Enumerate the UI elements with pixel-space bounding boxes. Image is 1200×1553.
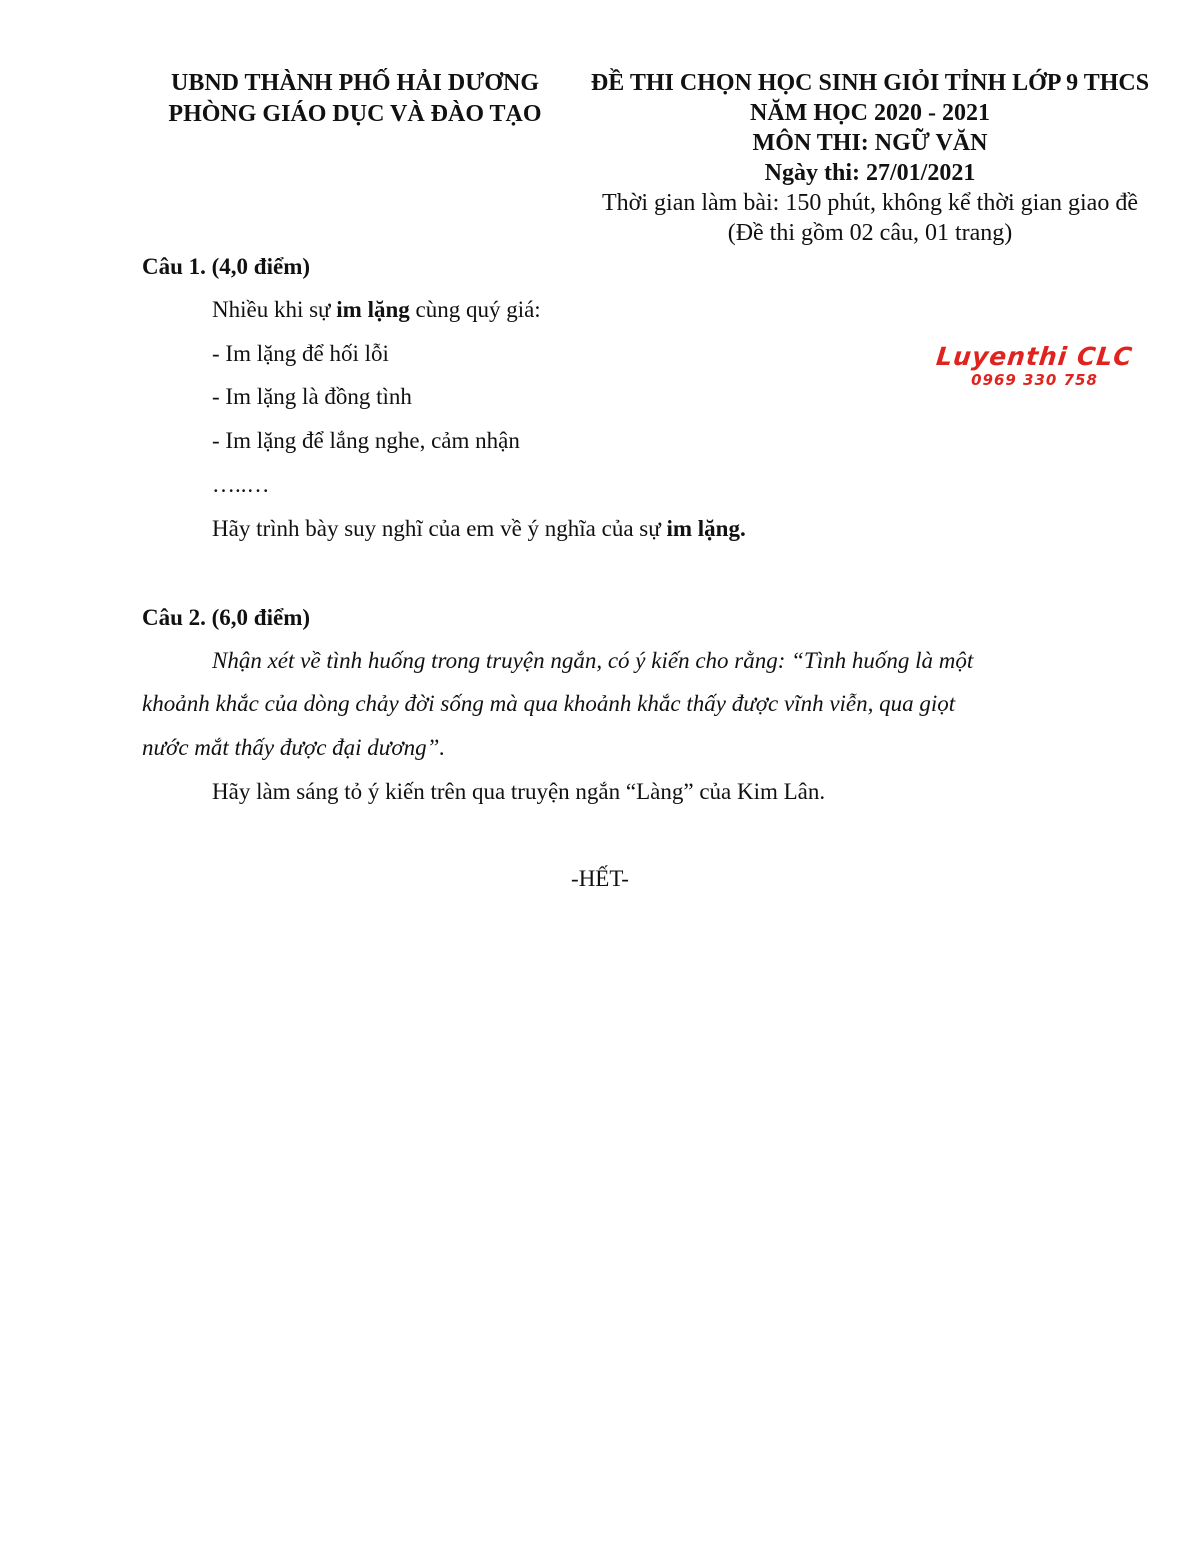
exam-duration: Thời gian làm bài: 150 phút, không kể thời gian giao đề [602,190,1138,216]
question-2-quote-line-2: khoảnh khắc của dòng chảy đời sống mà qua khoảnh khắc thấy được vĩnh viễn, qua giọt [142,691,956,716]
list-item: - Im lặng để lắng nghe, cảm nhận [212,428,520,453]
exam-header [565,68,1175,248]
question-2-title: Câu 2. (6,0 điểm) [142,605,311,630]
list-item: - Im lặng để hối lỗi [212,341,389,366]
exam-subject: MÔN THI: NGỮ VĂN [752,130,988,156]
authority-line-1: UBND THÀNH PHỐ HẢI DƯƠNG [170,70,539,96]
question-2-quote-line-3: nước mắt thấy được đại dương”. [142,735,446,760]
list-item: - Im lặng là đồng tình [212,384,412,409]
watermark-name: Luyenthi CLC [934,342,1135,371]
intro-text-bold: im lặng [336,297,410,322]
intro-text-pre: Nhiều khi sự [212,297,337,322]
list-ellipsis: …..… [212,472,270,497]
task-text-bold: im lặng. [666,516,746,541]
authority-line-2: PHÒNG GIÁO DỤC VÀ ĐÀO TẠO [168,101,542,127]
exam-title: ĐỀ THI CHỌN HỌC SINH GIỎI TỈNH LỚP 9 THCS [590,70,1150,96]
issuing-authority [150,68,560,130]
watermark-logo [922,342,1147,388]
question-2-quote-line-1: Nhận xét về tình huống trong truyện ngắn, có ý kiến cho rằng: “Tình huống là một [212,648,974,673]
end-marker: -HẾT- [571,866,629,891]
exam-date: Ngày thi: 27/01/2021 [764,160,976,186]
question-1-task [212,516,746,542]
task-text-pre: Hãy trình bày suy nghĩ của em về ý nghĩa của sự [212,516,667,541]
watermark-phone: 0969 330 758 [971,371,1098,389]
question-2-task: Hãy làm sáng tỏ ý kiến trên qua truyện ngắn “Làng” của Kim Lân. [212,779,826,804]
exam-page-info: (Đề thi gồm 02 câu, 01 trang) [727,220,1013,246]
question-1-title: Câu 1. (4,0 điểm) [142,254,311,279]
question-1-intro [212,297,541,323]
intro-text-post: cùng quý giá: [409,297,541,322]
school-year: NĂM HỌC 2020 - 2021 [750,100,990,126]
